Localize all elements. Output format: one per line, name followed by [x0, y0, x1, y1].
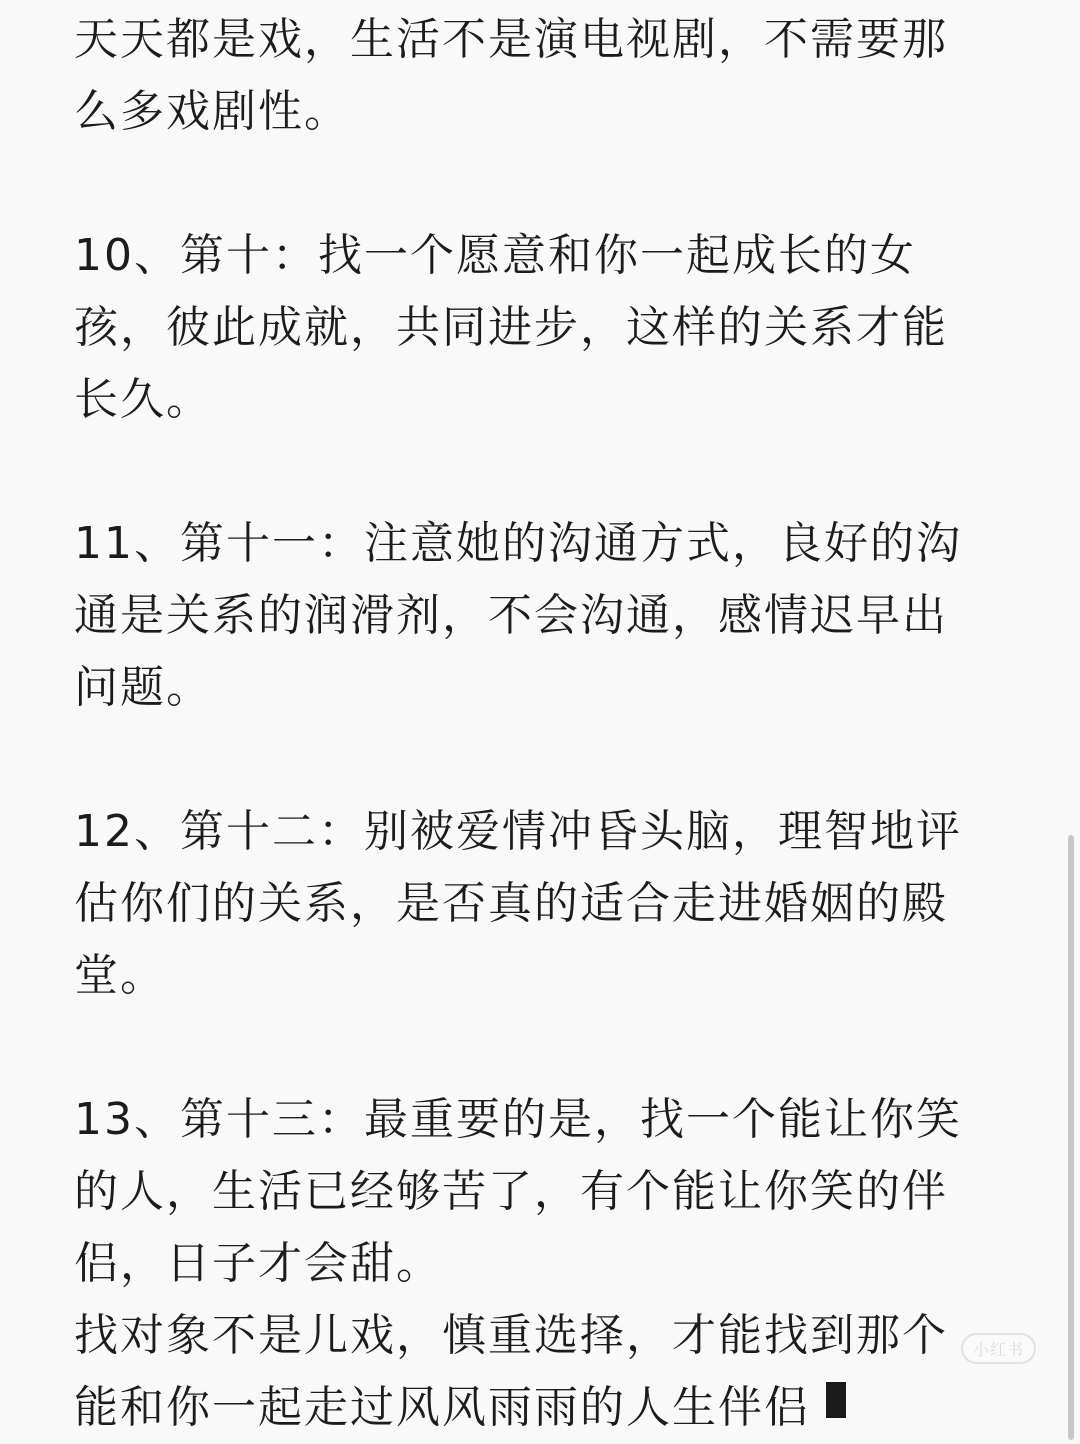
paragraph-conclusion: 找对象不是儿戏，慎重选择，才能找到那个能和你一起走过风风雨雨的人生伴侣: [74, 1310, 948, 1433]
text-cursor-icon: [826, 1382, 846, 1418]
paragraph-item-13: 13、第十三：最重要的是，找一个能让你笑的人，生活已经够苦了，有个能让你笑的伴侣，日子才会甜。: [74, 1094, 962, 1289]
paragraph-item-12: 12、第十二：别被爱情冲昏头脑，理智地评估你们的关系，是否真的适合走进婚姻的殿堂。: [74, 806, 962, 1001]
paragraph-spacer: [74, 724, 984, 796]
paragraph-intro-end: 天天都是戏，生活不是演电视剧，不需要那么多戏剧性。: [74, 14, 948, 137]
paragraph-spacer: [74, 1012, 984, 1084]
article-body: [74, 4, 984, 1444]
paragraph-item-10: 10、第十：找一个愿意和你一起成长的女孩，彼此成就，共同进步，这样的关系才能长久。: [74, 230, 948, 425]
scrollbar-thumb[interactable]: [1068, 835, 1074, 1440]
paragraph-spacer: [74, 436, 984, 508]
paragraph-spacer: [74, 148, 984, 220]
paragraph-item-11: 11、第十一：注意她的沟通方式，良好的沟通是关系的润滑剂，不会沟通，感情迟早出问题。: [74, 518, 962, 713]
watermark-logo: 小红书: [961, 1333, 1036, 1364]
